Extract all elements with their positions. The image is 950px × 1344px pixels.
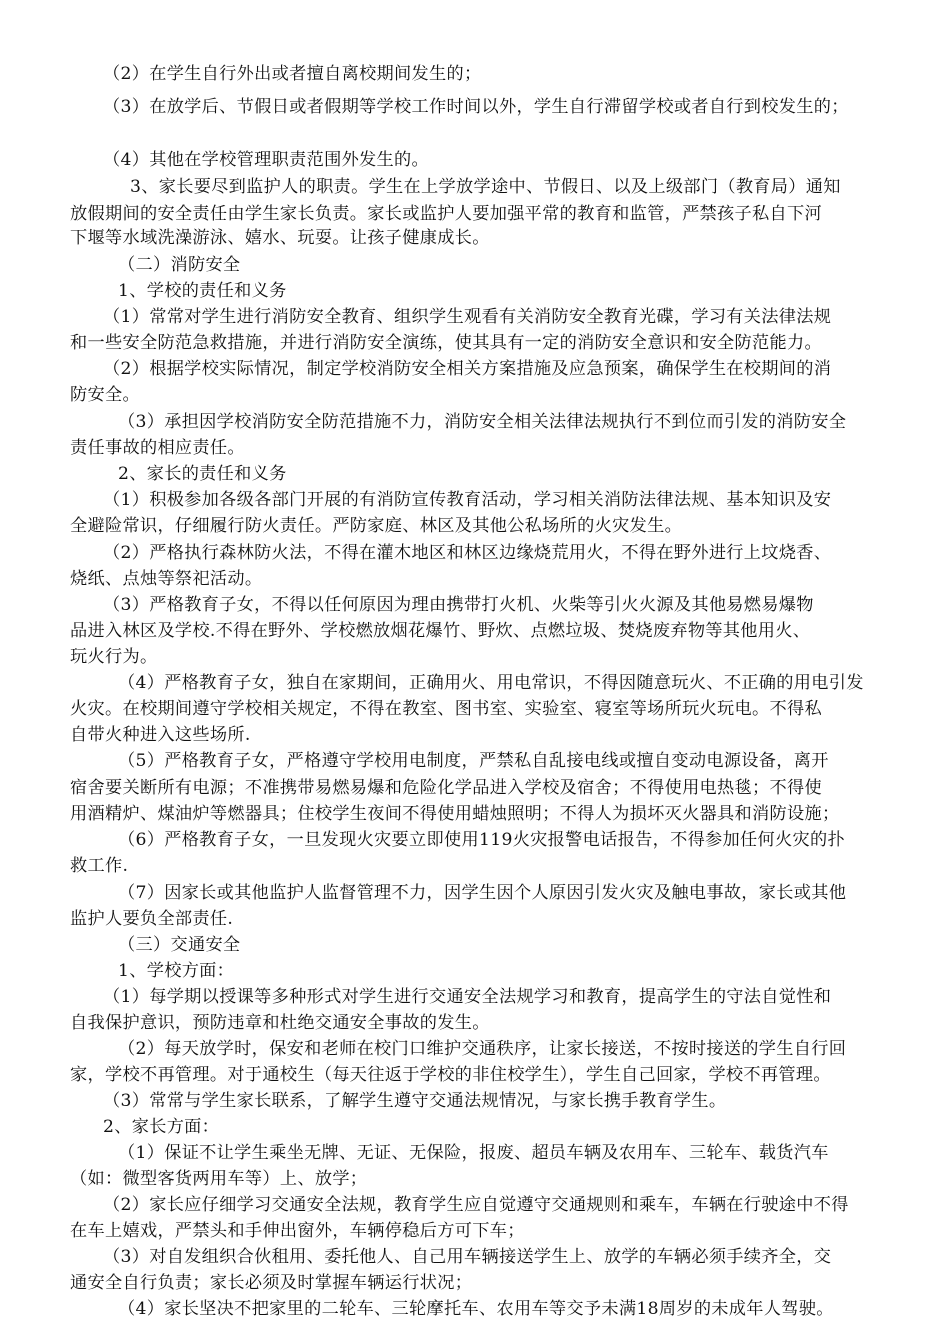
text-line: （1）积极参加各级各部门开展的有消防宣传教育活动，学习相关消防法律法规、基本知识及安 bbox=[103, 490, 832, 510]
text-line: 用酒精炉、煤油炉等燃器具；住校学生夜间不得使用蜡烛照明；不得人为损坏灭火器具和消防设施； bbox=[70, 804, 840, 824]
text-line: （3）承担因学校消防安全防范措施不力，消防安全相关法律法规执行不到位而引发的消防安全 bbox=[118, 412, 847, 432]
subsection-heading: 1、学校方面： bbox=[118, 961, 235, 981]
text-line: 烧纸、点烛等祭祀活动。 bbox=[70, 569, 263, 589]
text-line: （2）在学生自行外出或者擅自离校期间发生的； bbox=[103, 64, 482, 84]
section-heading: （二）消防安全 bbox=[118, 255, 241, 275]
text-line: 通安全自行负责；家长必须及时掌握车辆运行状况； bbox=[70, 1273, 473, 1293]
text-line: 家，学校不再管理。对于通校生（每天往返于学校的非住校学生），学生自己回家，学校不再管理。 bbox=[70, 1065, 831, 1085]
subsection-heading: 1、学校的责任和义务 bbox=[118, 281, 287, 301]
text-line: 和一些安全防范急救措施，并进行消防安全演练，使其具有一定的消防安全意识和安全防范能力。 bbox=[70, 333, 822, 353]
subsection-heading: 2、家长的责任和义务 bbox=[118, 464, 287, 484]
text-line: 自我保护意识，预防违章和杜绝交通安全事故的发生。 bbox=[70, 1013, 490, 1033]
section-heading: （三）交通安全 bbox=[118, 935, 241, 955]
text-line: （7）因家长或其他监护人监督管理不力，因学生因个人原因引发火灾及触电事故，家长或其他 bbox=[118, 883, 847, 903]
text-line: 火灾。在校期间遵守学校相关规定，不得在教室、图书室、实验室、寝室等场所玩火玩电。不得私 bbox=[70, 699, 822, 719]
text-line: （2）根据学校实际情况，制定学校消防安全相关方案措施及应急预案，确保学生在校期间的消 bbox=[103, 359, 832, 379]
text-line: 品进入林区及学校.不得在野外、学校燃放烟花爆竹、野炊、点燃垃圾、焚烧废弃物等其他用火、 bbox=[70, 621, 811, 641]
subsection-heading: 2、家长方面： bbox=[103, 1117, 220, 1137]
text-line: 全避险常识，仔细履行防火责任。严防家庭、林区及其他公私场所的火灾发生。 bbox=[70, 516, 683, 536]
text-line: 在车上嬉戏，严禁头和手伸出窗外，车辆停稳后方可下车； bbox=[70, 1221, 525, 1241]
text-line: （1）保证不让学生乘坐无牌、无证、无保险，报废、超员车辆及农用车、三轮车、载货汽车 bbox=[118, 1143, 829, 1163]
text-line: （2）严格执行森林防火法，不得在灌木地区和林区边缘烧荒用火，不得在野外进行上坟烧香、 bbox=[103, 543, 832, 563]
text-line: （6）严格教育子女，一旦发现火灾要立即使用119火灾报警电话报告，不得参加任何火灾的扑 bbox=[118, 830, 845, 850]
text-line: （1）每学期以授课等多种形式对学生进行交通安全法规学习和教育，提高学生的守法自觉性和 bbox=[103, 987, 832, 1007]
text-line: （4）其他在学校管理职责范围外发生的。 bbox=[103, 150, 430, 170]
text-line: 放假期间的安全责任由学生家长负责。家长或监护人要加强平常的教育和监管，严禁孩子私自下河 bbox=[70, 204, 822, 224]
text-line: （3）在放学后、节假日或者假期等学校工作时间以外，学生自行滞留学校或者自行到校发生的； bbox=[103, 97, 849, 117]
text-line: （3）严格教育子女，不得以任何原因为理由携带打火机、火柴等引火火源及其他易燃易爆物 bbox=[103, 595, 814, 615]
text-line: （4）家长坚决不把家里的二轮车、三轮摩托车、农用车等交予未满18周岁的未成年人驾驶。 bbox=[118, 1299, 834, 1319]
text-line: （5）严格教育子女，严格遵守学校用电制度，严禁私自乱接电线或擅自变动电源设备，离开 bbox=[118, 751, 829, 771]
text-line: 玩火行为。 bbox=[70, 647, 158, 667]
text-line: 3、家长要尽到监护人的职责。学生在上学放学途中、节假日、以及上级部门（教育局）通知 bbox=[130, 177, 841, 197]
text-line: 监护人要负全部责任. bbox=[70, 909, 234, 929]
text-line: 下堰等水域洗澡游泳、嬉水、玩耍。让孩子健康成长。 bbox=[70, 228, 490, 248]
text-line: 宿舍要关断所有电源；不准携带易燃易爆和危险化学品进入学校及宿舍；不得使用电热毯；不得使 bbox=[70, 778, 822, 798]
text-line: （2）家长应仔细学习交通安全法规，教育学生应自觉遵守交通规则和乘车，车辆在行驶途中不得 bbox=[103, 1195, 849, 1215]
text-line: （如：微型客货两用车等）上、放学； bbox=[70, 1169, 368, 1189]
text-line: （4）严格教育子女，独自在家期间，正确用火、用电常识，不得因随意玩火、不正确的用电引发 bbox=[118, 673, 864, 693]
text-line: 防安全。 bbox=[70, 385, 140, 405]
text-line: 责任事故的相应责任。 bbox=[70, 438, 245, 458]
text-line: 自带火种进入这些场所. bbox=[70, 725, 251, 745]
text-line: （3）常常与学生家长联系，了解学生遵守交通法规情况，与家长携手教育学生。 bbox=[103, 1091, 727, 1111]
text-line: （2）每天放学时，保安和老师在校门口维护交通秩序，让家长接送，不按时接送的学生自行回 bbox=[118, 1039, 847, 1059]
text-line: 救工作. bbox=[70, 856, 129, 876]
text-line: （1）常常对学生进行消防安全教育、组织学生观看有关消防安全教育光碟，学习有关法律法规 bbox=[103, 307, 832, 327]
text-line: （3）对自发组织合伙租用、委托他人、自己用车辆接送学生上、放学的车辆必须手续齐全，交 bbox=[103, 1247, 832, 1267]
